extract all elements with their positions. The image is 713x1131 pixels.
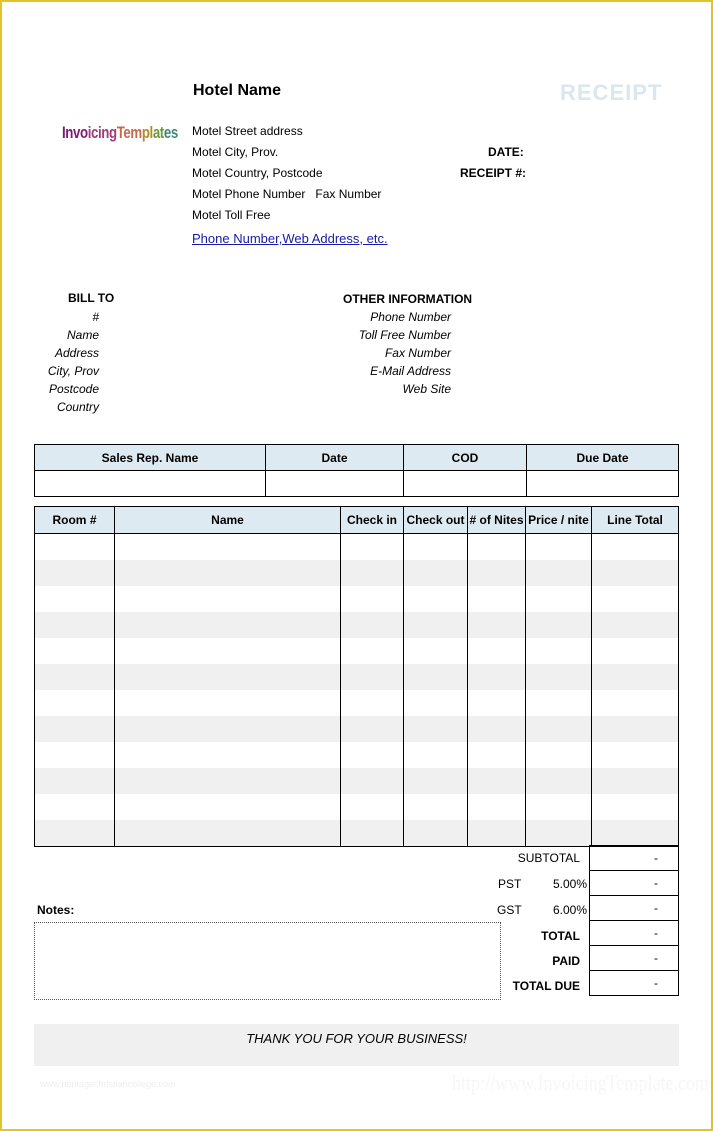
- table-cell[interactable]: [592, 534, 679, 561]
- table-cell[interactable]: [115, 586, 341, 612]
- address-line-2: Motel City, Prov.: [192, 145, 279, 159]
- table-cell[interactable]: [468, 638, 526, 664]
- table-cell[interactable]: [341, 612, 404, 638]
- table-row: [35, 560, 679, 586]
- other-info-website: Web Site: [402, 382, 451, 396]
- table-row: [35, 742, 679, 768]
- table-row: [35, 664, 679, 690]
- subtotal-value: -: [590, 846, 679, 871]
- sales-info-table: [34, 444, 679, 497]
- footer-watermark-right: http://www.InvoicingTemplate.com: [452, 1070, 710, 1095]
- table-cell[interactable]: [35, 612, 115, 638]
- table-cell[interactable]: [404, 716, 468, 742]
- table-cell[interactable]: [341, 690, 404, 716]
- table-cell[interactable]: [35, 742, 115, 768]
- other-info-email: E-Mail Address: [370, 364, 451, 378]
- table-cell[interactable]: [341, 534, 404, 561]
- table-row: [35, 534, 679, 561]
- paid-value[interactable]: -: [590, 946, 679, 971]
- table-row: [35, 820, 679, 847]
- table-cell[interactable]: [592, 820, 679, 847]
- table-row: [35, 690, 679, 716]
- table-cell[interactable]: [404, 664, 468, 690]
- gst-value: -: [590, 896, 679, 921]
- thank-you-bar: [34, 1024, 679, 1066]
- table-cell[interactable]: [592, 794, 679, 820]
- other-info-toll-free: Toll Free Number: [358, 328, 451, 342]
- table-cell[interactable]: [468, 820, 526, 847]
- other-info-fax: Fax Number: [384, 346, 451, 360]
- address-line-1: Motel Street address: [192, 124, 303, 138]
- total-due-value: -: [590, 971, 679, 996]
- table-cell[interactable]: [115, 768, 341, 794]
- col-check-in: Check in: [341, 507, 404, 534]
- date-label: DATE:: [488, 145, 524, 159]
- table-cell[interactable]: [468, 768, 526, 794]
- table-cell[interactable]: [341, 768, 404, 794]
- table-cell[interactable]: [526, 586, 592, 612]
- table-row: [35, 794, 679, 820]
- col-nites: # of Nites: [468, 507, 526, 534]
- table-cell[interactable]: [341, 664, 404, 690]
- pst-rate: 5.00%: [552, 877, 587, 891]
- table-cell[interactable]: [592, 768, 679, 794]
- pst-value: -: [590, 871, 679, 896]
- receipt-number-label: RECEIPT #:: [460, 166, 527, 180]
- bill-to-city: City, Prov: [47, 364, 99, 378]
- col-price: Price / nite: [526, 507, 592, 534]
- footer-watermark-left: www.heritagechristiancollege.com: [40, 1079, 176, 1089]
- table-cell[interactable]: [35, 768, 115, 794]
- col-check-out: Check out: [404, 507, 468, 534]
- table-row: [35, 768, 679, 794]
- table-cell[interactable]: [526, 716, 592, 742]
- table-cell[interactable]: [35, 534, 115, 561]
- table-cell[interactable]: [592, 612, 679, 638]
- table-cell[interactable]: [35, 690, 115, 716]
- table-cell[interactable]: [468, 612, 526, 638]
- table-cell[interactable]: [341, 586, 404, 612]
- table-cell[interactable]: [341, 820, 404, 847]
- col-sales-rep: Sales Rep. Name: [35, 445, 266, 471]
- table-cell[interactable]: [35, 820, 115, 847]
- table-cell[interactable]: [35, 664, 115, 690]
- notes-box[interactable]: [34, 922, 501, 1000]
- table-cell[interactable]: [526, 820, 592, 847]
- table-cell[interactable]: [341, 716, 404, 742]
- totals-values: [589, 845, 679, 996]
- table-cell[interactable]: [404, 612, 468, 638]
- table-cell[interactable]: [526, 612, 592, 638]
- table-cell[interactable]: [35, 638, 115, 664]
- notes-label: Notes:: [37, 903, 75, 917]
- table-cell[interactable]: [35, 794, 115, 820]
- table-cell[interactable]: [404, 534, 468, 561]
- bill-to-title: BILL TO: [68, 291, 115, 305]
- table-cell[interactable]: [115, 794, 341, 820]
- col-line-total: Line Total: [592, 507, 679, 534]
- line-items-table: [34, 506, 679, 847]
- paid-label: PAID: [552, 954, 580, 968]
- address-line-3: Motel Country, Postcode: [192, 166, 323, 180]
- table-cell[interactable]: [468, 664, 526, 690]
- table-cell[interactable]: [468, 560, 526, 586]
- table-cell[interactable]: [404, 560, 468, 586]
- contact-link[interactable]: Phone Number,Web Address, etc.: [192, 231, 388, 246]
- table-cell[interactable]: [526, 560, 592, 586]
- sales-rep-cell[interactable]: [35, 471, 266, 497]
- table-cell[interactable]: [468, 690, 526, 716]
- address-line-5: Motel Toll Free: [192, 208, 271, 222]
- table-cell[interactable]: [526, 794, 592, 820]
- thank-you-text: THANK YOU FOR YOUR BUSINESS!: [246, 1031, 467, 1046]
- cod-cell[interactable]: [404, 471, 527, 497]
- table-cell[interactable]: [35, 560, 115, 586]
- table-cell[interactable]: [404, 768, 468, 794]
- table-cell[interactable]: [526, 534, 592, 561]
- address-line-4: Motel Phone Number Fax Number: [192, 187, 382, 201]
- table-cell[interactable]: [468, 742, 526, 768]
- pst-label: PST: [498, 877, 522, 891]
- bill-to-address: Address: [54, 346, 99, 360]
- table-cell[interactable]: [468, 586, 526, 612]
- table-cell[interactable]: [592, 664, 679, 690]
- col-cod: COD: [404, 445, 527, 471]
- date-cell[interactable]: [266, 471, 404, 497]
- table-cell[interactable]: [341, 560, 404, 586]
- table-cell[interactable]: [341, 742, 404, 768]
- table-row: [35, 612, 679, 638]
- table-cell[interactable]: [404, 586, 468, 612]
- table-cell[interactable]: [404, 638, 468, 664]
- table-row: [35, 638, 679, 664]
- table-cell[interactable]: [404, 820, 468, 847]
- table-cell[interactable]: [468, 794, 526, 820]
- table-cell[interactable]: [468, 716, 526, 742]
- table-row: [35, 586, 679, 612]
- bill-to-name: Name: [66, 328, 99, 342]
- gst-rate: 6.00%: [552, 903, 587, 917]
- other-info-phone: Phone Number: [370, 310, 451, 324]
- table-cell[interactable]: [526, 742, 592, 768]
- table-cell[interactable]: [526, 664, 592, 690]
- table-row: [35, 716, 679, 742]
- table-cell[interactable]: [115, 716, 341, 742]
- table-cell[interactable]: [526, 638, 592, 664]
- table-cell[interactable]: [468, 534, 526, 561]
- table-cell[interactable]: [35, 586, 115, 612]
- table-cell[interactable]: [35, 716, 115, 742]
- table-cell[interactable]: [115, 612, 341, 638]
- total-value: -: [590, 921, 679, 946]
- table-cell[interactable]: [592, 742, 679, 768]
- table-cell[interactable]: [404, 690, 468, 716]
- company-logo: InvoicingTemplates: [62, 123, 178, 142]
- table-cell[interactable]: [592, 638, 679, 664]
- table-cell[interactable]: [592, 690, 679, 716]
- col-date: Date: [266, 445, 404, 471]
- bill-to-postcode: Postcode: [48, 382, 99, 396]
- table-cell[interactable]: [115, 560, 341, 586]
- table-cell[interactable]: [115, 638, 341, 664]
- table-cell[interactable]: [592, 716, 679, 742]
- other-info-title: OTHER INFORMATION: [343, 292, 473, 306]
- table-cell[interactable]: [526, 690, 592, 716]
- table-cell[interactable]: [404, 742, 468, 768]
- table-cell[interactable]: [115, 664, 341, 690]
- total-label: TOTAL: [541, 929, 580, 943]
- col-name: Name: [115, 507, 341, 534]
- table-cell[interactable]: [526, 768, 592, 794]
- table-cell[interactable]: [404, 794, 468, 820]
- bill-to-country: Country: [56, 400, 99, 414]
- subtotal-label: SUBTOTAL: [517, 851, 580, 865]
- table-cell[interactable]: [115, 820, 341, 847]
- hotel-name: Hotel Name: [193, 82, 282, 99]
- total-due-label: TOTAL DUE: [512, 979, 580, 993]
- table-cell[interactable]: [341, 638, 404, 664]
- col-due-date: Due Date: [527, 445, 679, 471]
- col-room: Room #: [35, 507, 115, 534]
- gst-label: GST: [497, 903, 522, 917]
- document-title: RECEIPT: [560, 80, 663, 105]
- table-cell[interactable]: [341, 794, 404, 820]
- table-cell[interactable]: [115, 690, 341, 716]
- bill-to-number: #: [92, 310, 99, 324]
- table-cell[interactable]: [592, 560, 679, 586]
- table-cell[interactable]: [115, 742, 341, 768]
- due-date-cell[interactable]: [527, 471, 679, 497]
- table-cell[interactable]: [115, 534, 341, 561]
- table-cell[interactable]: [592, 586, 679, 612]
